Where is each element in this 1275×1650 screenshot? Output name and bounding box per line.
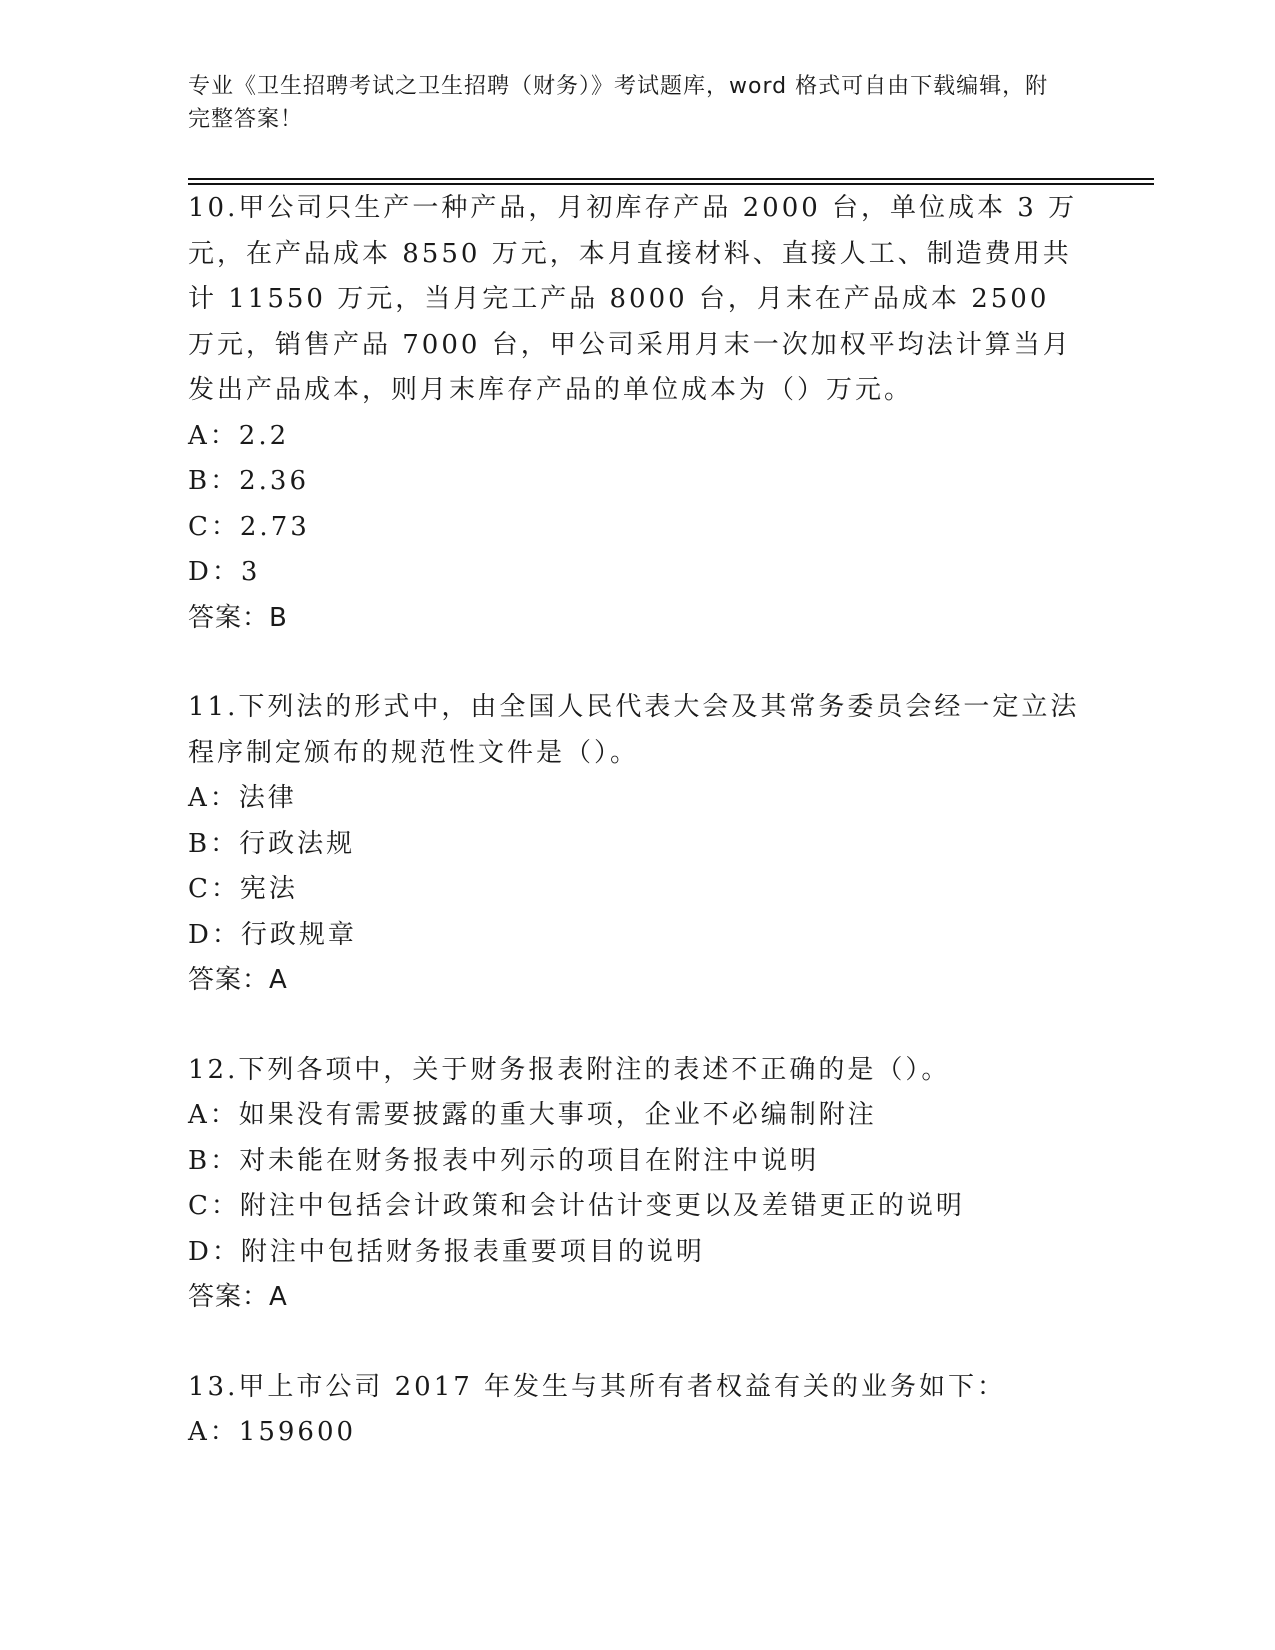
question-list [188,186,1088,1500]
option-a: A：2.2 [188,420,290,451]
header-divider-top [188,178,1154,180]
option-a: A：159600 [188,1417,357,1447]
question-stem: 13.甲上市公司 2017 年发生与其所有者权益有关的业务如下： [188,1371,1007,1402]
option-d: D：附注中包括财务报表重要项目的说明 [188,1236,705,1267]
document-header [188,70,1068,136]
option-d: D：3 [188,557,261,587]
option-b: B：对未能在财务报表中列示的项目在附注中说明 [188,1145,820,1176]
question-10 [188,186,1088,641]
option-b: B：行政法规 [188,828,356,859]
question-11 [188,685,1088,1004]
answer: 答案：A [188,1282,288,1312]
question-13 [188,1365,1088,1456]
option-b: B：2.36 [188,466,309,496]
question-stem: 10.甲公司只生产一种产品，月初库存产品 2000 台，单位成本 3 万元，在产品成本 8550 万元，本月直接材料、直接人工、制造费用共计 11550 万元，当月完工产品 8000 台，月末在产品成本 2500 万元，销售产品 7000 台，甲公司采用月末一次加权平均法计算当月发出产品成本，则月末库存产品的单位成本为（）万元。 [188,193,1078,405]
header-text: 专业《卫生招聘考试之卫生招聘（财务）》考试题库，word 格式可自由下载编辑，附完整答案！ [188,74,1049,132]
answer: 答案：A [188,965,288,995]
option-d: D：行政规章 [188,919,357,950]
option-c: C：2.73 [188,511,310,542]
question-stem: 11.下列法的形式中，由全国人民代表大会及其常务委员会经一定立法程序制定颁布的规范性文件是（）。 [188,692,1080,768]
header-divider-bottom [188,183,1154,185]
answer: 答案：B [188,602,288,633]
option-c: C：宪法 [188,874,298,904]
question-stem: 12.下列各项中，关于财务报表附注的表述不正确的是（）。 [188,1054,951,1085]
option-c: C：附注中包括会计政策和会计估计变更以及差错更正的说明 [188,1191,965,1221]
question-12 [188,1048,1088,1321]
option-a: A：如果没有需要披露的重大事项，企业不必编制附注 [188,1100,877,1130]
option-a: A：法律 [188,783,297,813]
